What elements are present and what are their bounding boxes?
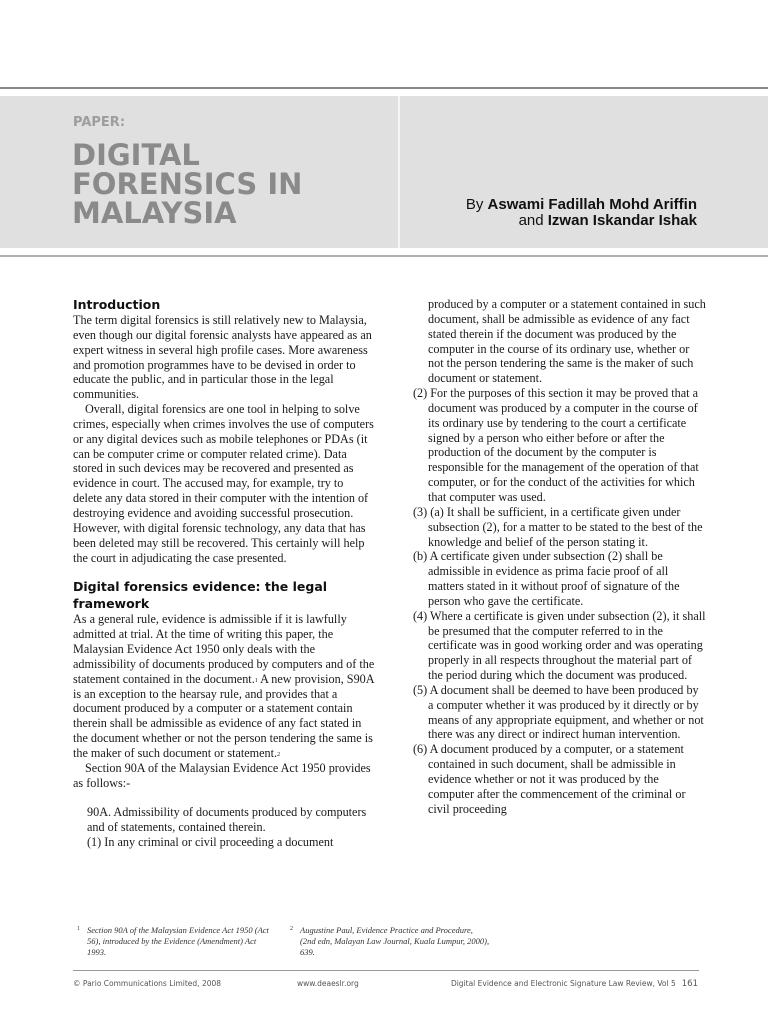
paragraph: The term digital forensics is still relatively new to Malaysia, even though our digital forensic analysts have appeared as an expert witness in several high profile cases. More awareness and promotion programmes have to be devised in order to educate the public, and in particular those in the legal communities. — [73, 313, 372, 402]
paragraph-text: As a general rule, evidence is admissible if it is lawfully admitted at trial. At the time of writing this paper, the Malaysian Evidence Act 1950 only deals with the admissibility of documents produced by computers and of the statement contained in the document. — [73, 612, 375, 686]
quote-item: (6) A document produced by a computer, or a statement contained in such document, shall be admissible in evidence whether or not it was produced by the computer after the commencement of the criminal or civil proceeding — [413, 742, 686, 816]
footnote-ref: 1 — [254, 677, 258, 684]
quote-item: (1) In any criminal or civil proceeding a document — [87, 835, 334, 850]
quote-item: (b) A certificate given under subsection (2) shall be admissible in evidence as prima facie proof of all matters stated in it without proof of signature of the person who gave the certificate. — [413, 549, 680, 608]
author-name: Izwan Iskandar Ishak — [547, 212, 697, 229]
page-number: 161 — [681, 979, 698, 989]
paper-kicker: PAPER: — [73, 115, 126, 130]
left-column — [73, 296, 375, 850]
section-heading: Digital forensics evidence: the legal framework — [73, 579, 328, 612]
footnote-number: 1 — [77, 926, 80, 932]
title-line: DIGITAL — [72, 138, 200, 172]
footnote-text: Augustine Paul, Evidence Practice and Procedure, (2nd edn, Malayan Law Journal, Kuala Lumpur, 2000), 639. — [300, 925, 490, 957]
title-band-divider — [398, 96, 400, 248]
footnote-ref: 2 — [277, 751, 281, 758]
right-column — [413, 297, 706, 817]
byline — [466, 197, 697, 229]
journal-name: Digital Evidence and Electronic Signature Law Review, Vol 5 — [450, 979, 676, 988]
footer-journal — [451, 979, 698, 989]
title-line: FORENSICS IN — [72, 167, 303, 201]
quote-item: (2) For the purposes of this section it may be proved that a document was produced by a computer in the course of its ordinary use by tendering to the court a certificate signed by a person who either before or after the production of the document by the computer is responsible for the management of the operation of that computer, or for the conduct of the activities for which that computer was used. — [413, 386, 699, 504]
author-name: Aswami Fadillah Mohd Ariffin — [487, 196, 697, 213]
paragraph: Overall, digital forensics are one tool in helping to solve crimes, especially when crimes involves the use of computers or any digital devices such as mobile telephones or PDAs (it can be computer crime or computer related crime). Data stored in such devices may be recovered and presented as evidence in court. The accused may, for example, try to delete any data stored in their computer with the intention of destroying evidence and avoiding successful prosecution. However, with digital forensic technology, any data that has been deleted may still be recovered. This certainly will help the court in adjudicating the case presented. — [73, 402, 374, 565]
paragraph — [73, 612, 375, 760]
footer-copyright: © Pario Communications Limited, 2008 — [73, 979, 222, 988]
paragraph-text: A new provision, S90A is an exception to the hearsay rule, and provides that a document produced by a computer or a statement contain therein shall be admissible as evidence of any fact stated in the document whether or not the person tendering the same is the maker of such document or statement. — [73, 671, 374, 760]
paper-title — [72, 138, 303, 230]
quote-item: (5) A document shall be deemed to have been produced by a computer whether it was produced by it directly or by means of any appropriate equipment, and whether or not there was any direct or indirect human intervention. — [413, 682, 704, 742]
byline-and: and — [518, 212, 544, 229]
paragraph: Section 90A of the Malaysian Evidence Act 1950 provides as follows:- — [73, 760, 371, 790]
footnote-text: Section 90A of the Malaysian Evidence Act 1950 (Act 56), introduced by the Evidence (Amendment) Act 1993. — [87, 925, 269, 957]
quote-item: (4) Where a certificate is given under subsection (2), it shall be presumed that the computer referred to in the certificate was in good working order and was operating properly in all respects throughout the material part of the period during which the document was produced. — [413, 608, 706, 683]
title-line: MALAYSIA — [72, 196, 237, 230]
byline-by: By — [465, 196, 484, 213]
top-rule — [0, 87, 768, 89]
quote-title: 90A. Admissibility of documents produced by computers and of statements, contained therein. — [87, 805, 367, 835]
footer-rule — [73, 970, 699, 971]
section-heading: Introduction — [73, 297, 161, 312]
footnote-number: 2 — [290, 926, 293, 932]
quote-item: (3) (a) It shall be sufficient, in a certificate given under subsection (2), for a matter to be stated to the best of the knowledge and belief of the person stating it. — [413, 504, 703, 549]
title-band-rule — [0, 255, 768, 257]
footer-website: www.deaeslr.org — [297, 979, 359, 988]
quote-continuation: produced by a computer or a statement contained in such document, shall be admissible as evidence of any fact stated therein if the document was produced by the computer in the course of its ordinary use, whether or not the person tendering the same is the maker of such document or statement. — [428, 297, 706, 386]
